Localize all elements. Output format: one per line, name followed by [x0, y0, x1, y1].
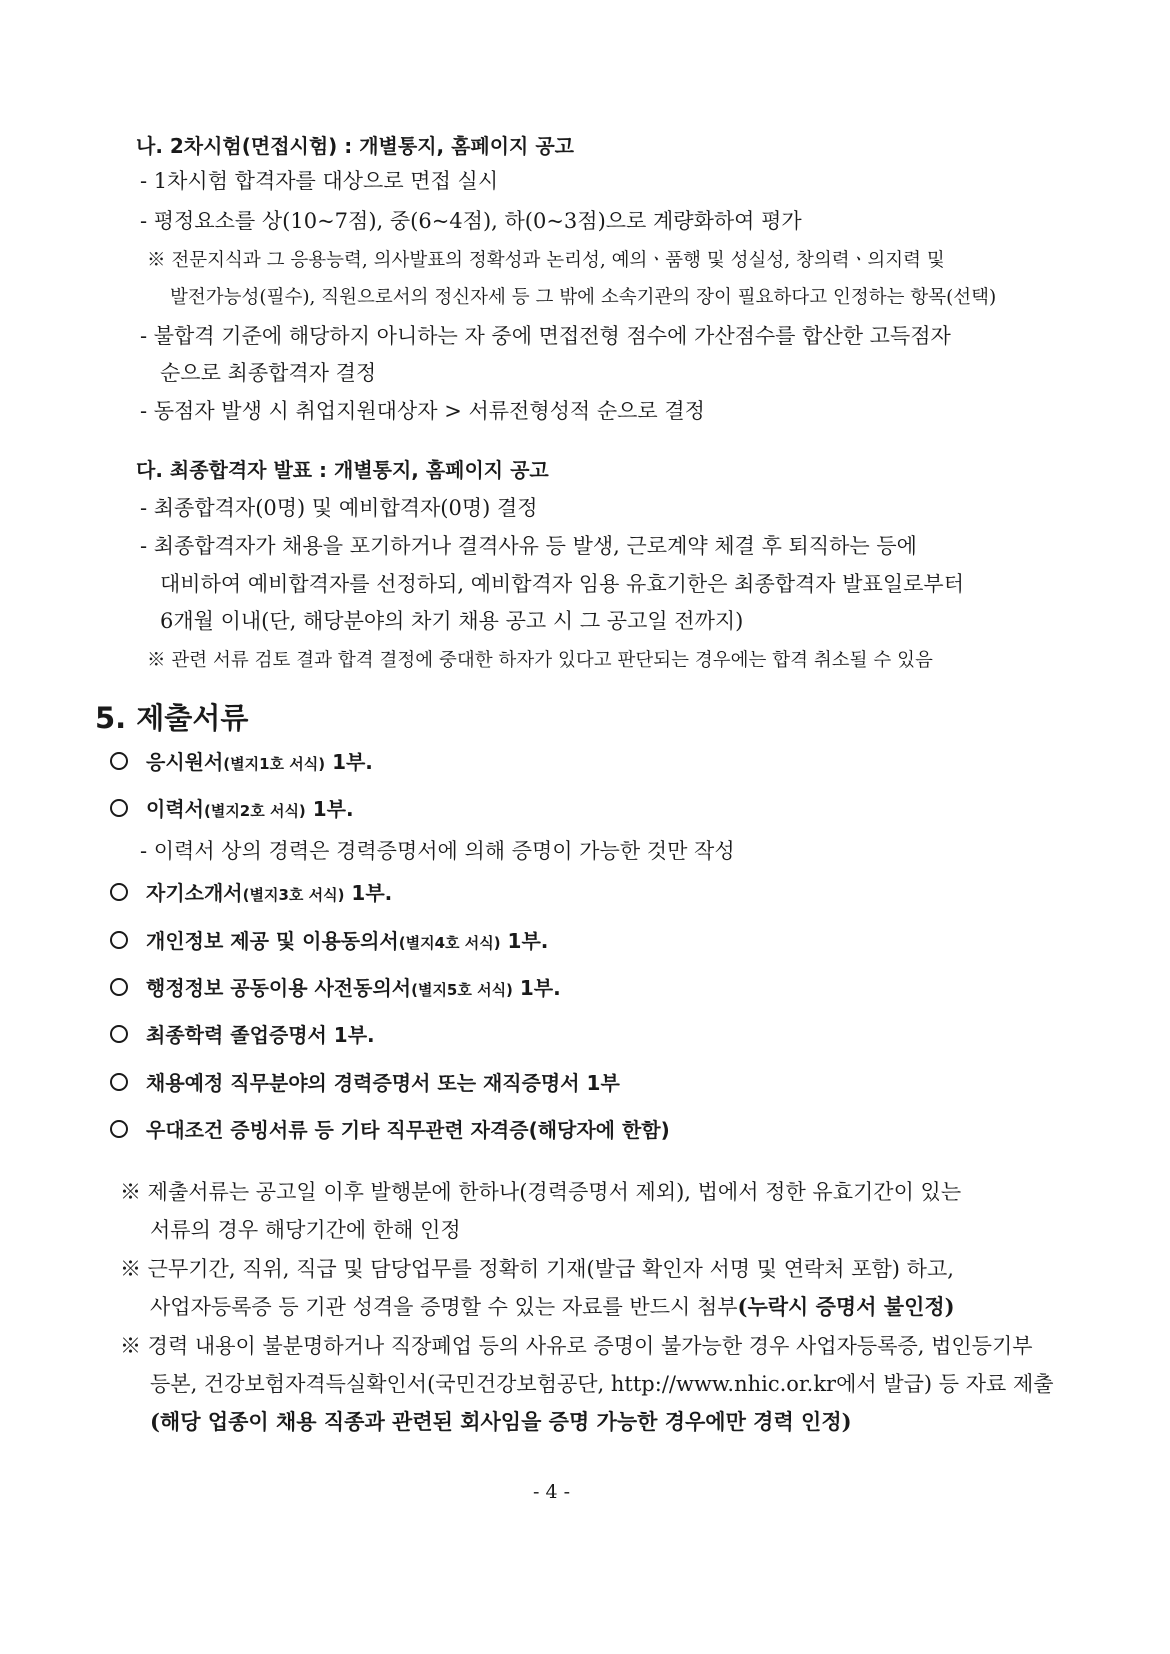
section-na-note-line-1: ※ 전문지식과 그 응용능력, 의사발표의 정확성과 논리성, 예의ㆍ품행 및 성실성, 창의력ㆍ의지력 및 — [147, 250, 945, 271]
missing-cert-warning: (누락시 증명서 불인정) — [737, 1294, 955, 1319]
circle-bullet-icon — [110, 978, 128, 996]
submission-note-1b: 서류의 경우 해당기간에 한해 인정 — [150, 1218, 461, 1242]
document-item-preference-docs: 우대조건 증빙서류 등 기타 직무관련 자격증(해당자에 한함) — [110, 1116, 670, 1144]
submission-note-2b: 사업자등록증 등 기관 성격을 증명할 수 있는 자료를 반드시 첨부(누락시 증명서 불인정) — [150, 1294, 955, 1319]
document-item-graduation-cert: 최종학력 졸업증명서 1부. — [110, 1021, 375, 1049]
section-da-line-2b: 대비하여 예비합격자를 선정하되, 예비합격자 임용 유효기한은 최종합격자 발표일로부터 — [160, 572, 964, 596]
circle-bullet-icon — [110, 1025, 128, 1043]
section-na-fail-line-2: 순으로 최종합격자 결정 — [160, 361, 377, 385]
document-item-resume: 이력서(별지2호 서식) 1부. — [110, 795, 354, 825]
section-na-fail-line-1: - 불합격 기준에 해당하지 아니하는 자 중에 면접전형 점수에 가산점수를 합산한 고득점자 — [140, 324, 951, 348]
section-na-note-line-2: 발전가능성(필수), 직원으로서의 정신자세 등 그 밖에 소속기관의 장이 필요하다고 인정하는 항목(선택) — [170, 287, 997, 308]
submission-note-3b: 등본, 건강보험자격득실확인서(국민건강보험공단, http://www.nhic.or.kr에서 발급) 등 자료 제출 — [150, 1372, 1054, 1396]
circle-bullet-icon — [110, 1073, 128, 1091]
section-da-line-2a: - 최종합격자가 채용을 포기하거나 결격사유 등 발생, 근로계약 체결 후 퇴직하는 등에 — [140, 534, 917, 558]
section-na-line-1: - 1차시험 합격자를 대상으로 면접 실시 — [140, 169, 499, 193]
document-item-admin-info-consent: 행정정보 공동이용 사전동의서(별지5호 서식) 1부. — [110, 974, 561, 1004]
submission-note-3c: (해당 업종이 채용 직종과 관련된 회사임을 증명 가능한 경우에만 경력 인정) — [150, 1409, 852, 1434]
document-item-application: 응시원서(별지1호 서식) 1부. — [110, 748, 373, 778]
circle-bullet-icon — [110, 799, 128, 817]
submission-note-1a: ※ 제출서류는 공고일 이후 발행분에 한하나(경력증명서 제외), 법에서 정한 유효기간이 있는 — [120, 1180, 962, 1204]
document-item-self-intro: 자기소개서(별지3호 서식) 1부. — [110, 879, 392, 909]
section-da-line-2c: 6개월 이내(단, 해당분야의 차기 채용 공고 시 그 공고일 전까지) — [160, 609, 744, 633]
section-na-line-2: - 평정요소를 상(10~7점), 중(6~4점), 하(0~3점)으로 계량화하여 평가 — [140, 209, 802, 233]
circle-bullet-icon — [110, 1120, 128, 1138]
submission-note-3a: ※ 경력 내용이 불분명하거나 직장폐업 등의 사유로 증명이 불가능한 경우 사업자등록증, 법인등기부 — [120, 1334, 1033, 1358]
section-da-heading: 다. 최종합격자 발표 : 개별통지, 홈페이지 공고 — [136, 458, 549, 482]
circle-bullet-icon — [110, 883, 128, 901]
section-na-heading: 나. 2차시험(면접시험) : 개별통지, 홈페이지 공고 — [136, 134, 574, 158]
section-5-heading: 5. 제출서류 — [95, 701, 249, 735]
section-da-line-1: - 최종합격자(0명) 및 예비합격자(0명) 결정 — [140, 496, 538, 520]
circle-bullet-icon — [110, 931, 128, 949]
submission-note-2a: ※ 근무기간, 직위, 직급 및 담당업무를 정확히 기재(발급 확인자 서명 및 연락처 포함) 하고, — [120, 1257, 954, 1281]
page-number: - 4 - — [533, 1481, 571, 1503]
document-item-career-cert: 채용예정 직무분야의 경력증명서 또는 재직증명서 1부 — [110, 1069, 620, 1097]
resume-sub-note: - 이력서 상의 경력은 경력증명서에 의해 증명이 가능한 것만 작성 — [140, 839, 735, 863]
circle-bullet-icon — [110, 752, 128, 770]
section-na-tie-line: - 동점자 발생 시 취업지원대상자 > 서류전형성적 순으로 결정 — [140, 399, 705, 423]
section-da-note: ※ 관련 서류 검토 결과 합격 결정에 중대한 하자가 있다고 판단되는 경우에는 합격 취소될 수 있음 — [147, 650, 933, 671]
document-item-privacy-consent: 개인정보 제공 및 이용동의서(별지4호 서식) 1부. — [110, 927, 548, 957]
